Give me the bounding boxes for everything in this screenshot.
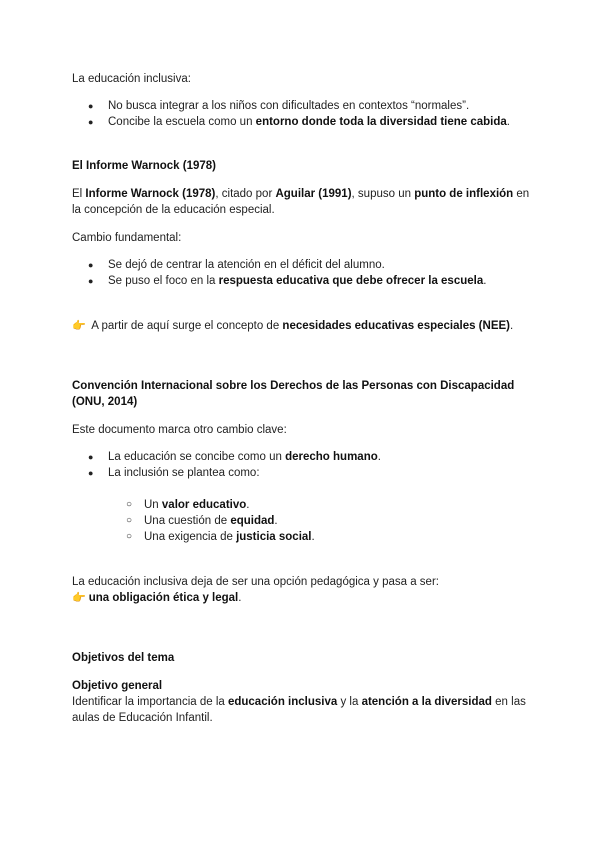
list-item: ○ Una cuestión de equidad. [72, 513, 532, 529]
pointing-hand-icon: 👉 [72, 320, 86, 332]
onu-heading: Convención Internacional sobre los Derechos de las Personas con Discapacidad (ONU, 2014) [72, 380, 515, 408]
document-page [72, 71, 532, 726]
onu-list [72, 449, 532, 481]
list-item: ○ Una exigencia de justicia social. [72, 529, 532, 545]
intro-label: La educación inclusiva: [72, 73, 191, 85]
objetivo-general-text: Identificar la importancia de la educación inclusiva y la atención a la diversidad en las aulas de Educación Infantil. [72, 696, 526, 724]
warnock-paragraph: El Informe Warnock (1978), citado por Aguilar (1991), supuso un punto de inflexión en la concepción de la educación especial. [72, 188, 530, 216]
list-item: ● La inclusión se plantea como: [72, 465, 532, 481]
objetivo-general-heading: Objetivo general [72, 680, 163, 692]
list-item: ● Concibe la escuela como un entorno donde toda la diversidad tiene cabida. [72, 114, 532, 130]
list-item: ● Se dejó de centrar la atención en el déficit del alumno. [72, 257, 532, 273]
change-list [72, 257, 532, 289]
onu-sublist [72, 497, 532, 545]
list-item: ● No busca integrar a los niños con dificultades en contextos “normales”. [72, 98, 532, 114]
objetivos-heading: Objetivos del tema [72, 652, 175, 664]
change-label: Cambio fundamental: [72, 232, 182, 244]
nee-note: 👉 A partir de aquí surge el concepto de necesidades educativas especiales (NEE). [72, 320, 514, 332]
list-item: ● La educación se concibe como un derecho humano. [72, 449, 532, 465]
onu-conclusion-result: 👉 una obligación ética y legal. [72, 592, 242, 604]
warnock-heading: El Informe Warnock (1978) [72, 160, 217, 172]
onu-conclusion: La educación inclusiva deja de ser una opción pedagógica y pasa a ser: [72, 576, 439, 588]
pointing-hand-icon: 👉 [72, 592, 86, 604]
onu-intro: Este documento marca otro cambio clave: [72, 424, 287, 436]
list-item: ○ Un valor educativo. [72, 497, 532, 513]
list-item: ● Se puso el foco en la respuesta educativa que debe ofrecer la escuela. [72, 273, 532, 289]
intro-list [72, 98, 532, 130]
